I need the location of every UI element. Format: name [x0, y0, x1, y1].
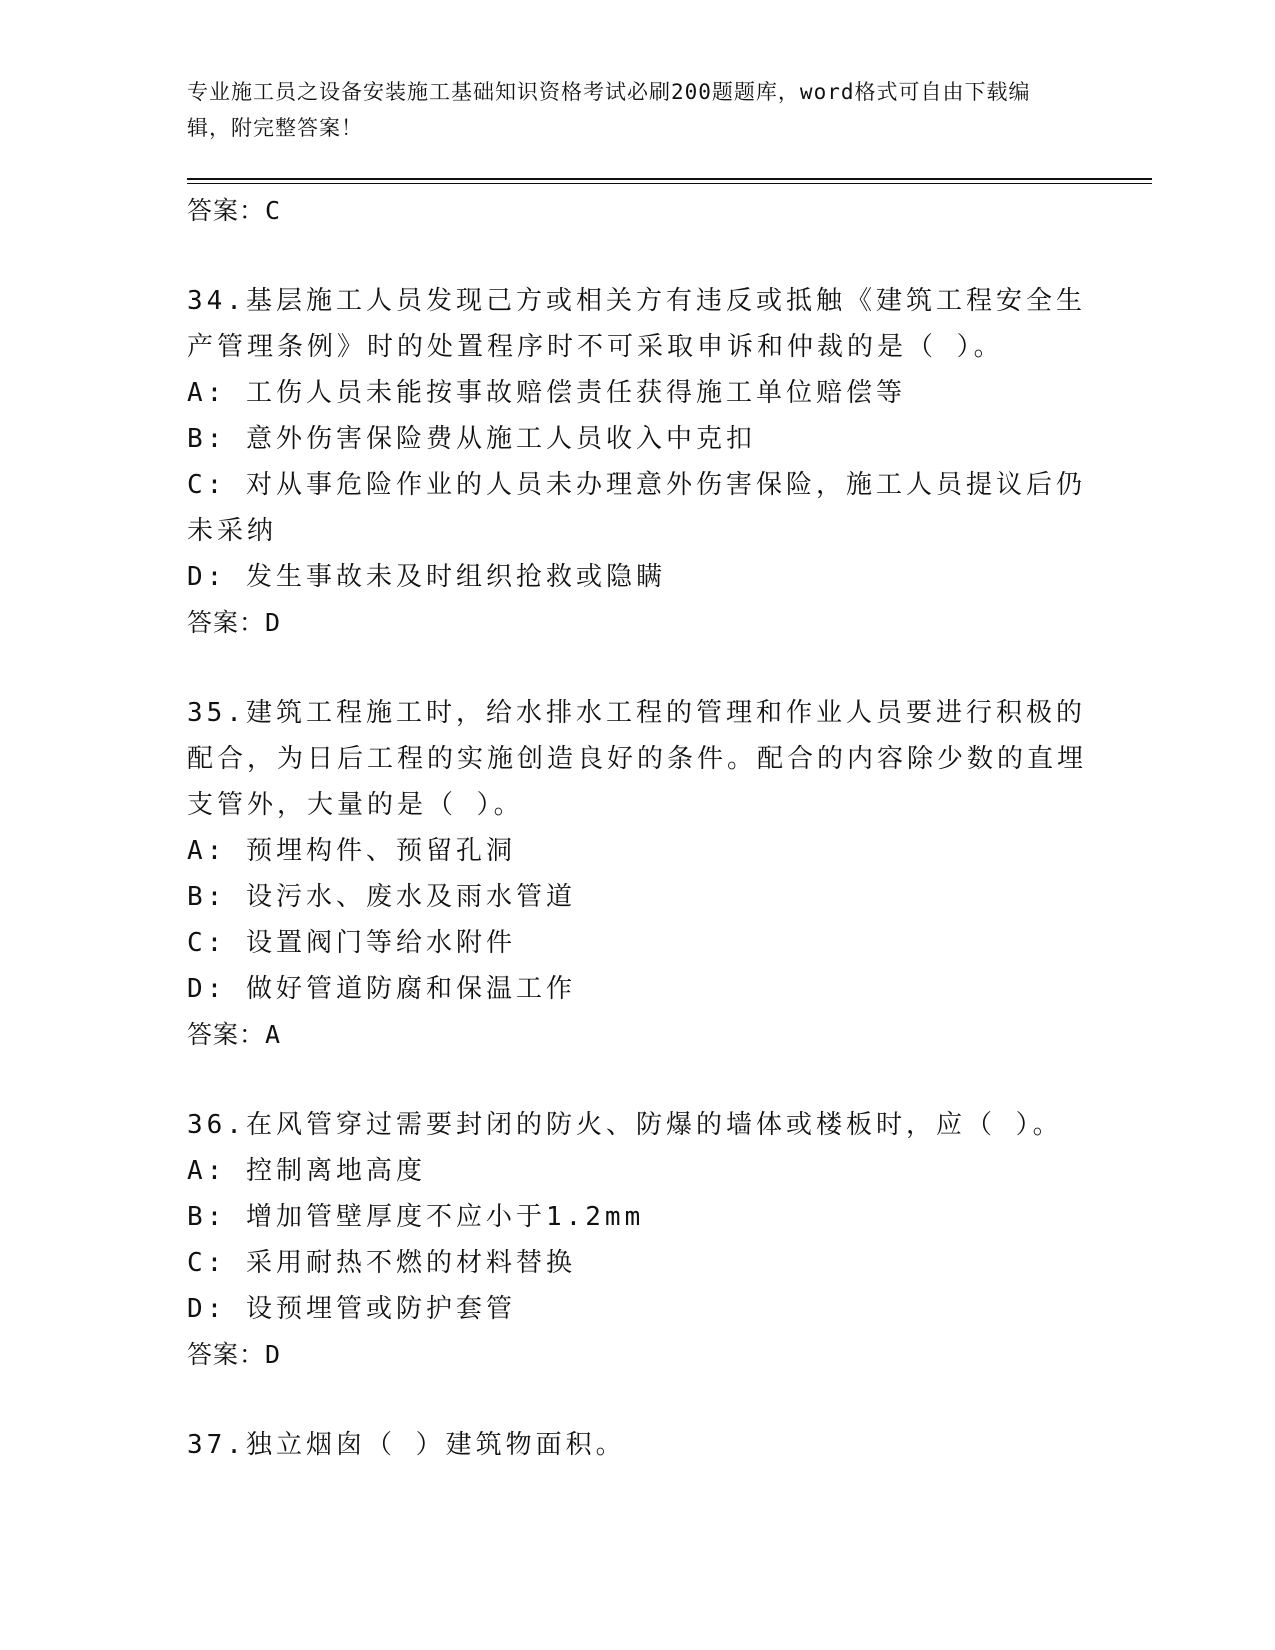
- option-a: A: 工伤人员未能按事故赔偿责任获得施工单位赔偿等: [187, 378, 906, 408]
- question-block-37: [187, 1422, 1087, 1468]
- spacer: [187, 646, 1087, 690]
- question-block-35: [187, 690, 1087, 1058]
- option-a: A: 预埋构件、预留孔洞: [187, 836, 516, 866]
- spacer: [187, 1058, 1087, 1102]
- option-a: A: 控制离地高度: [187, 1156, 426, 1186]
- option-d: D: 做好管道防腐和保温工作: [187, 974, 576, 1004]
- answer: 答案：A: [187, 1020, 282, 1049]
- option-b: B: 设污水、废水及雨水管道: [187, 882, 576, 912]
- option-d: D: 发生事故未及时组织抢救或隐瞒: [187, 562, 666, 592]
- option-b: B: 意外伤害保险费从施工人员收入中克扣: [187, 424, 756, 454]
- option-b: B: 增加管壁厚度不应小于1.2mm: [187, 1202, 645, 1232]
- question-content: [187, 188, 1087, 1468]
- header-divider-thin: [187, 183, 1152, 184]
- previous-answer: 答案：C: [187, 196, 282, 225]
- spacer: [187, 1378, 1087, 1422]
- question-text: 35.建筑工程施工时，给水排水工程的管理和作业人员要进行积极的配合，为日后工程的实施创造良好的条件。配合的内容除少数的直埋支管外，大量的是（ ）。: [187, 698, 1088, 820]
- question-block-34: [187, 278, 1087, 646]
- answer: 答案：D: [187, 1340, 282, 1369]
- option-c: C: 设置阀门等给水附件: [187, 928, 516, 958]
- answer: 答案：D: [187, 608, 282, 637]
- header-divider-thick: [187, 178, 1152, 180]
- question-text: 37.独立烟囱（ ）建筑物面积。: [187, 1430, 626, 1460]
- question-text: 34.基层施工人员发现己方或相关方有违反或抵触《建筑工程安全生产管理条例》时的处置程序时不可采取申诉和仲裁的是（ ）。: [187, 286, 1086, 362]
- option-d: D: 设预埋管或防护套管: [187, 1294, 516, 1324]
- question-block-36: [187, 1102, 1087, 1378]
- page-header: 专业施工员之设备安装施工基础知识资格考试必刷200题题库，word格式可自由下载编辑，附完整答案！: [187, 80, 1031, 140]
- question-text: 36.在风管穿过需要封闭的防火、防爆的墙体或楼板时，应（ ）。: [187, 1110, 1063, 1140]
- option-c: C: 采用耐热不燃的材料替换: [187, 1248, 576, 1278]
- option-c: C: 对从事危险作业的人员未办理意外伤害保险，施工人员提议后仍未采纳: [187, 470, 1086, 546]
- spacer: [187, 234, 1087, 278]
